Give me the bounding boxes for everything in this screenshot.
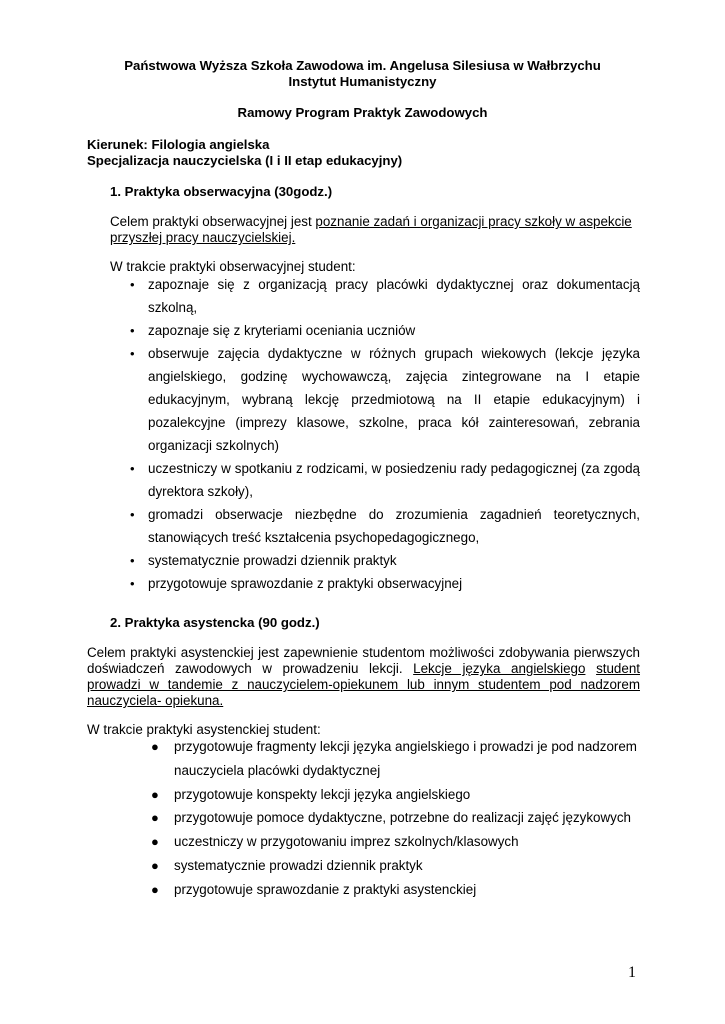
list-item: • gromadzi obserwacje niezbędne do zrozumienia zagadnień teoretycznych, stanowiących treść kształcenia psychopedagogicznego, — [110, 503, 640, 549]
list-item: ● przygotowuje konspekty lekcji języka angielskiego — [145, 783, 645, 807]
section2-aim-plain: Celem praktyki asystenckiej jest zapewnienie studentom możliwości zdobywania pierwszych doświadczeń zawodowych w prowadzeniu lekcji. — [87, 645, 640, 676]
section2-aim-underlined-b: student prowadzi w tandemie z nauczycielem-opiekunem lub innym studentem pod nadzorem nauczyciela- opiekuna. — [87, 661, 640, 708]
bullet-icon: • — [130, 277, 135, 292]
list-item: • zapoznaje się z kryteriami oceniania uczniów — [110, 319, 640, 342]
section2-aim — [87, 645, 640, 709]
section1-heading: 1. Praktyka obserwacyjna (30godz.) — [110, 184, 333, 199]
specialization: Specjalizacja nauczycielska (I i II etap edukacyjny) — [87, 153, 403, 168]
list-item: ● przygotowuje pomoce dydaktyczne, potrzebne do realizacji zajęć językowych — [145, 806, 645, 830]
list-item: • systematycznie prowadzi dziennik praktyk — [110, 549, 640, 572]
institute-name: Instytut Humanistyczny — [288, 74, 437, 89]
section1-aim-underlined: poznanie zadań i organizacji pracy szkoły w aspekcie przyszłej pracy nauczycielskiej. — [110, 214, 632, 245]
bullet-icon: • — [130, 346, 135, 361]
page-number: 1 — [628, 964, 636, 981]
bullet-icon: • — [130, 323, 135, 338]
section1-bullet-list — [110, 273, 640, 595]
list-item: • obserwuje zajęcia dydaktyczne w różnych grupach wiekowych (lekcje języka angielskiego, godzinę wychowawczą, zajęcia zintegrowane na I etapie edukacyjnym, wybraną lekcję przedmiotową na II etapie edukacyjnym) i pozalekcyjne (imprezy klasowe, szkolne, praca kół zainteresowań, zebrania organizacji szkolnych) — [110, 342, 640, 457]
section2-aim-underlined-a: Lekcje języka angielskiego — [413, 661, 586, 676]
section2-bullet-list — [145, 735, 645, 902]
bullet-icon: ● — [151, 834, 159, 850]
bullet-icon: ● — [151, 810, 159, 826]
section1-intro: W trakcie praktyki obserwacyjnej student: — [110, 259, 356, 274]
university-name: Państwowa Wyższa Szkoła Zawodowa im. Angelusa Silesiusa w Wałbrzychu — [124, 58, 601, 73]
section1-aim — [110, 214, 635, 246]
program-title: Ramowy Program Praktyk Zawodowych — [237, 105, 488, 120]
list-item: • uczestniczy w spotkaniu z rodzicami, w posiedzeniu rady pedagogicznej (za zgodą dyrektora szkoły), — [110, 457, 640, 503]
bullet-icon: ● — [151, 857, 159, 873]
section1-aim-prefix: Celem praktyki obserwacyjnej jest — [110, 214, 316, 229]
list-item: ● systematycznie prowadzi dziennik praktyk — [145, 854, 645, 878]
section2-heading: 2. Praktyka asystencka (90 godz.) — [110, 615, 320, 630]
list-item: ● przygotowuje fragmenty lekcji języka angielskiego i prowadzi je pod nadzorem nauczyciela placówki dydaktycznej — [145, 735, 645, 783]
bullet-icon: • — [130, 507, 135, 522]
list-item: • przygotowuje sprawozdanie z praktyki obserwacyjnej — [110, 572, 640, 595]
list-item: • zapoznaje się z organizacją pracy placówki dydaktycznej oraz dokumentacją szkolną, — [110, 273, 640, 319]
bullet-icon: • — [130, 576, 135, 591]
list-item: ● uczestniczy w przygotowaniu imprez szkolnych/klasowych — [145, 830, 645, 854]
field-of-study: Kierunek: Filologia angielska — [87, 137, 270, 152]
bullet-icon: ● — [151, 881, 159, 897]
bullet-icon: ● — [151, 786, 159, 802]
bullet-icon: • — [130, 553, 135, 568]
bullet-icon: ● — [151, 739, 159, 754]
bullet-icon: • — [130, 461, 135, 476]
list-item: ● przygotowuje sprawozdanie z praktyki asystenckiej — [145, 878, 645, 902]
section2-intro: W trakcie praktyki asystenckiej student: — [87, 722, 321, 737]
